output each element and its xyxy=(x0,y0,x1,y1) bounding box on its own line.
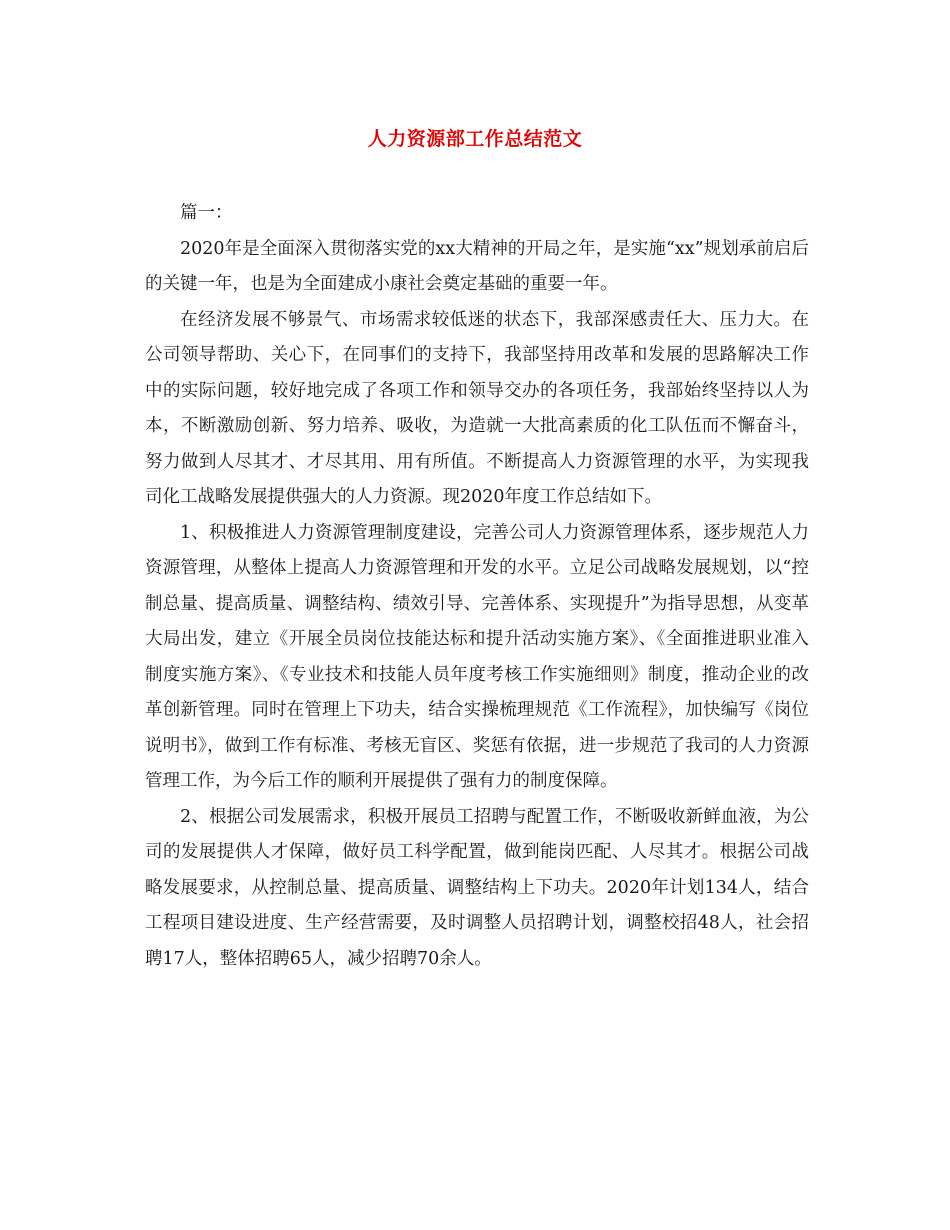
body-paragraph: 在经济发展不够景气、市场需求较低迷的状态下，我部深感责任大、压力大。在公司领导帮助、关心下，在同事们的支持下，我部坚持用改革和发展的思路解决工作中的实际问题，较好地完成了各项工作和领导交办的各项任务，我部始终坚持以人为本，不断激励创新、努力培养、吸收，为造就一大批高素质的化工队伍而不懈奋斗，努力做到人尽其才、才尽其用、用有所值。不断提高人力资源管理的水平，为实现我司化工战略发展提供强大的人力资源。现2020年度工作总结如下。 xyxy=(145,309,809,507)
section-heading: 篇一： xyxy=(180,203,233,223)
body-paragraph: 2020年是全面深入贯彻落实党的xx大精神的开局之年，是实施“xx”规划承前启后的关键一年，也是为全面建成小康社会奠定基础的重要一年。 xyxy=(145,238,809,294)
document-body xyxy=(145,196,809,977)
body-paragraph: 1、积极推进人力资源管理制度建设，完善公司人力资源管理体系，逐步规范人力资源管理，从整体上提高人力资源管理和开发的水平。立足公司战略发展规划，以“控制总量、提高质量、调整结构、绩效引导、完善体系、实现提升”为指导思想，从变革大局出发，建立《开展全员岗位技能达标和提升活动实施方案》、《全面推进职业准入制度实施方案》、《专业技术和技能人员年度考核工作实施细则》制度，推动企业的改革创新管理。同时在管理上下功夫，结合实操梳理规范《工作流程》，加快编写《岗位说明书》，做到工作有标准、考核无盲区、奖惩有依据，进一步规范了我司的人力资源管理工作，为今后工作的顺利开展提供了强有力的制度保障。 xyxy=(145,522,809,791)
body-paragraph: 2、根据公司发展需求，积极开展员工招聘与配置工作，不断吸收新鲜血液，为公司的发展提供人才保障，做好员工科学配置，做到能岗匹配、人尽其才。根据公司战略发展要求，从控制总量、提高质量、调整结构上下功夫。2020年计划134人，结合工程项目建设进度、生产经营需要，及时调整人员招聘计划，调整校招48人，社会招聘17人，整体招聘65人，减少招聘70余人。 xyxy=(145,806,809,969)
document-title: 人力资源部工作总结范文 xyxy=(367,128,583,150)
